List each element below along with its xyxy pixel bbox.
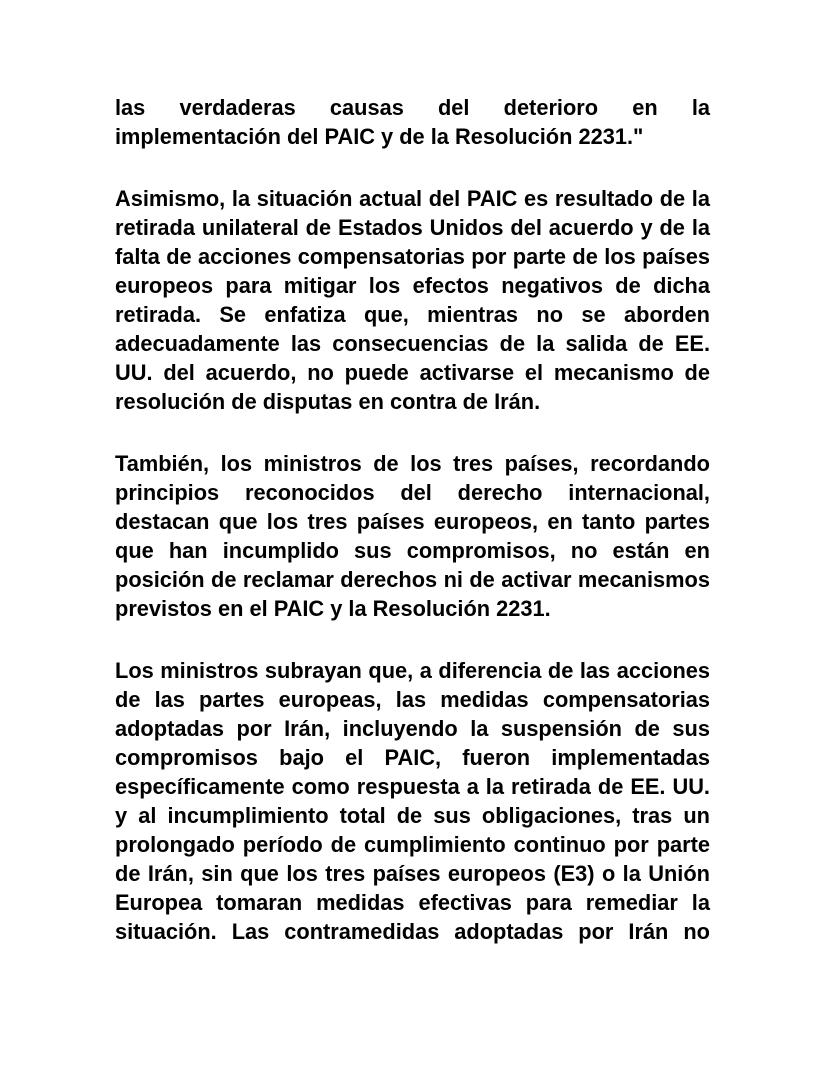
- text-line: También, los ministros de los tres países, recordando: [115, 451, 710, 476]
- text-line: adoptadas por Irán, incluyendo la suspensión de sus: [115, 716, 710, 741]
- text-line: de Irán, sin que los tres países europeos (E3) o la Unión: [115, 861, 710, 886]
- text-line: las verdaderas causas del deterioro en la: [115, 95, 710, 120]
- text-line: europeos para mitigar los efectos negativos de dicha: [115, 273, 710, 298]
- text-line: Europea tomaran medidas efectivas para remediar la: [115, 890, 710, 915]
- paragraph-2: [115, 184, 710, 416]
- text-line: retirada. Se enfatiza que, mientras no se aborden: [115, 302, 710, 327]
- text-line: destacan que los tres países europeos, en tanto partes: [115, 509, 710, 534]
- text-line: y al incumplimiento total de sus obligaciones, tras un: [115, 803, 710, 828]
- text-line: principios reconocidos del derecho internacional,: [115, 480, 710, 505]
- text-line: retirada unilateral de Estados Unidos del acuerdo y de la: [115, 215, 710, 240]
- text-line: falta de acciones compensatorias por parte de los países: [115, 244, 710, 269]
- document-body: [115, 93, 710, 946]
- text-line: situación. Las contramedidas adoptadas por Irán no: [115, 919, 710, 944]
- text-line: posición de reclamar derechos ni de activar mecanismos: [115, 567, 710, 592]
- text-line: específicamente como respuesta a la retirada de EE. UU.: [115, 774, 710, 799]
- text-line: adecuadamente las consecuencias de la salida de EE.: [115, 331, 710, 356]
- text-line: de las partes europeas, las medidas compensatorias: [115, 687, 710, 712]
- text-line: Asimismo, la situación actual del PAIC es resultado de la: [115, 186, 710, 211]
- text-line: UU. del acuerdo, no puede activarse el mecanismo de: [115, 360, 710, 385]
- text-line: prolongado período de cumplimiento continuo por parte: [115, 832, 710, 857]
- text-line: que han incumplido sus compromisos, no están en: [115, 538, 710, 563]
- text-line: previstos en el PAIC y la Resolución 2231.: [115, 596, 551, 621]
- text-line: resolución de disputas en contra de Irán.: [115, 389, 541, 414]
- paragraph-4: [115, 656, 710, 946]
- text-line: implementación del PAIC y de la Resolución 2231.": [115, 124, 644, 149]
- paragraph-3: [115, 449, 710, 623]
- paragraph-1: [115, 93, 710, 151]
- text-line: Los ministros subrayan que, a diferencia de las acciones: [115, 658, 710, 683]
- text-line: compromisos bajo el PAIC, fueron implementadas: [115, 745, 710, 770]
